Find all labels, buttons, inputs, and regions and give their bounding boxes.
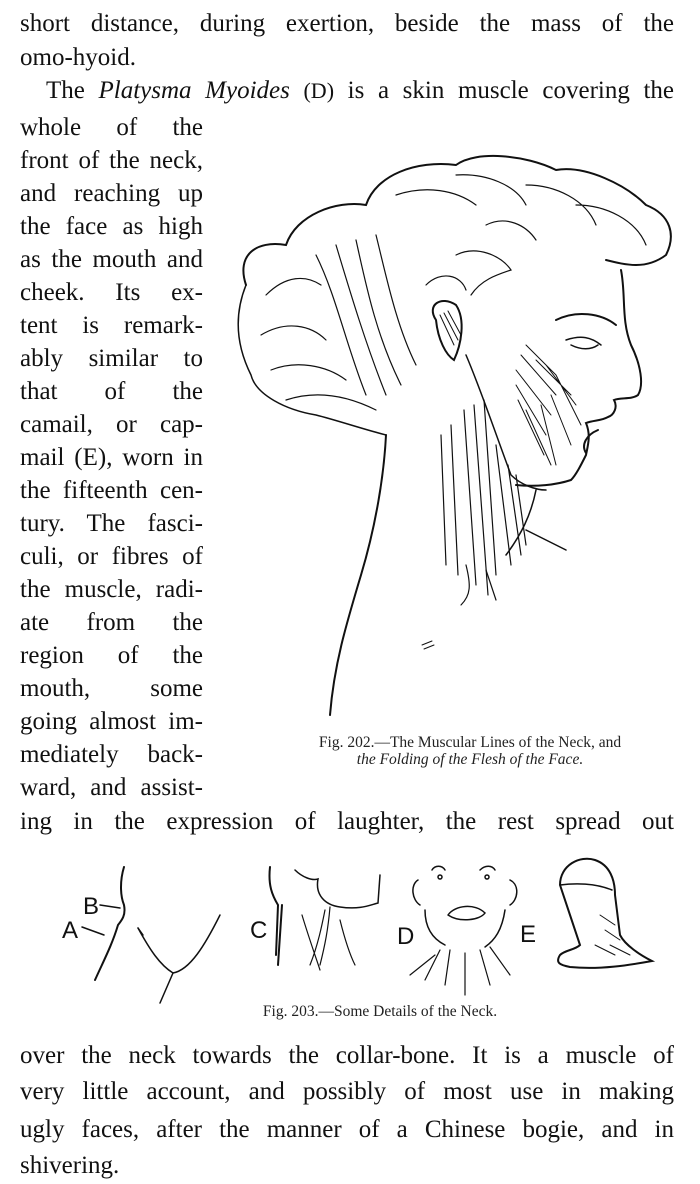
neck-details-drawing bbox=[40, 855, 660, 1005]
caption-line: Fig. 202.—The Muscular Lines of the Neck, and bbox=[318, 734, 622, 751]
text-line: shivering. bbox=[20, 1152, 120, 1179]
figure-label-c: C bbox=[250, 917, 268, 944]
figure-203-caption: Fig. 203.—Some Details of the Neck. bbox=[262, 1003, 498, 1020]
text-line: as the mouth and bbox=[20, 246, 203, 273]
figure-label-e: E bbox=[520, 921, 537, 948]
text-line: very little account, and possibly of most use in making bbox=[20, 1078, 674, 1105]
text-line: ugly faces, after the manner of a Chinese bogie, and in bbox=[20, 1116, 674, 1143]
figure-202-caption bbox=[240, 734, 700, 768]
text-line: the muscle, radi- bbox=[20, 576, 203, 603]
text-line: tury. The fasci- bbox=[20, 510, 203, 537]
text-line: and reaching up bbox=[20, 180, 203, 207]
text-line: cheek. Its ex- bbox=[20, 279, 203, 306]
caption-line: the Folding of the Flesh of the Face. bbox=[356, 751, 584, 768]
text-line: mouth, some bbox=[20, 675, 203, 702]
text-line: ward, and assist- bbox=[20, 774, 203, 801]
text-line: the face as high bbox=[20, 213, 203, 240]
text-fragment: The bbox=[46, 77, 99, 104]
text-line: omo-hyoid. bbox=[20, 44, 136, 71]
figure-label-b: B bbox=[83, 893, 100, 920]
text-line: ing in the expression of laughter, the rest spread out bbox=[20, 808, 674, 835]
text-line: camail, or cap- bbox=[20, 411, 203, 438]
text-line: mediately back- bbox=[20, 741, 203, 768]
text-fragment: is a skin muscle covering the bbox=[334, 77, 675, 104]
text-line: ate from the bbox=[20, 609, 203, 636]
figure-203-illustration bbox=[40, 855, 660, 1005]
text-line: the fifteenth cen- bbox=[20, 477, 203, 504]
text-line: whole of the bbox=[20, 114, 203, 141]
figure-ref: (D) bbox=[303, 78, 335, 103]
muscle-name: Platysma Myoides bbox=[98, 77, 290, 104]
text-line: front of the neck, bbox=[20, 147, 203, 174]
head-profile-drawing bbox=[226, 145, 696, 725]
text-line: ably similar to bbox=[20, 345, 203, 372]
text-line: going almost im- bbox=[20, 708, 203, 735]
text-line: culi, or fibres of bbox=[20, 543, 203, 570]
text-line: mail (E), worn in bbox=[20, 444, 203, 471]
text-line: over the neck towards the collar-bone. It is a muscle of bbox=[20, 1042, 674, 1069]
figure-202-illustration bbox=[226, 145, 696, 725]
text-line: that of the bbox=[20, 378, 203, 405]
figure-label-d: D bbox=[397, 923, 415, 950]
text-line: region of the bbox=[20, 642, 203, 669]
paragraph-start bbox=[46, 75, 674, 107]
text-line: tent is remark- bbox=[20, 312, 203, 339]
text-line: short distance, during exertion, beside the mass of the bbox=[20, 10, 674, 37]
figure-label-a: A bbox=[62, 917, 79, 944]
